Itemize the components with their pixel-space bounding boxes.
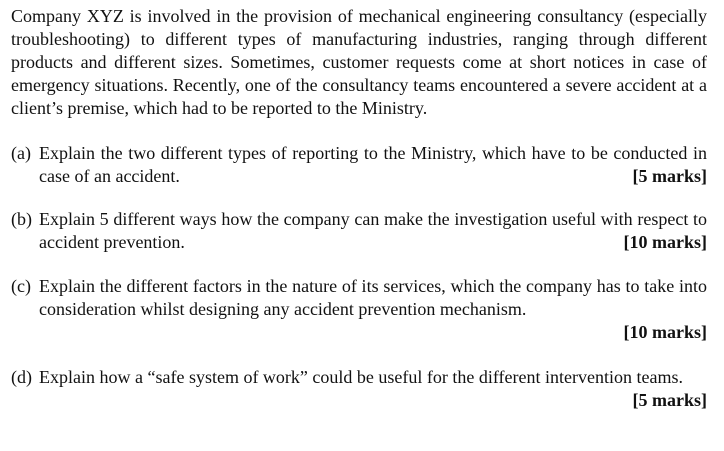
question-text bbox=[39, 142, 707, 188]
question-text bbox=[39, 208, 707, 254]
marks-label: [10 marks] bbox=[623, 322, 707, 342]
question-text: Explain the different factors in the nature of its services, which the company has to take into consideration whilst designing any accident prevention mechanism. bbox=[39, 276, 707, 319]
case-study-paragraph: Company XYZ is involved in the provision of mechanical engineering consultancy (especially troubleshooting) to different types of manufacturing industries, ranging through different products and different sizes. Sometimes, customer requests come at short notices in case of emergency situations. Recently, one of the consultancy teams encountered a severe accident at a client’s premise, which had to be reported to the Ministry. bbox=[11, 6, 707, 118]
document-page bbox=[11, 5, 707, 412]
question-body: Explain 5 different ways how the company can make the investigation useful with respect to accident prevention. bbox=[39, 209, 707, 252]
question-b bbox=[11, 208, 707, 254]
question-label: (d) bbox=[11, 367, 32, 387]
question-a bbox=[11, 142, 707, 188]
question-label: (a) bbox=[11, 143, 31, 163]
marks-label: [10 marks] bbox=[623, 232, 707, 252]
question-body: Explain the two different types of reporting to the Ministry, which have to be conducted in case of an accident. bbox=[39, 143, 707, 186]
question-c bbox=[11, 275, 707, 344]
question-body: Explain how a “safe system of work” could be useful for the different intervention teams. bbox=[39, 367, 683, 387]
marks-label: [5 marks] bbox=[632, 166, 707, 186]
question-label: (c) bbox=[11, 276, 31, 296]
question-text bbox=[39, 366, 707, 410]
question-d bbox=[11, 366, 707, 412]
marks-label: [5 marks] bbox=[632, 390, 707, 410]
question-label: (b) bbox=[11, 209, 32, 229]
